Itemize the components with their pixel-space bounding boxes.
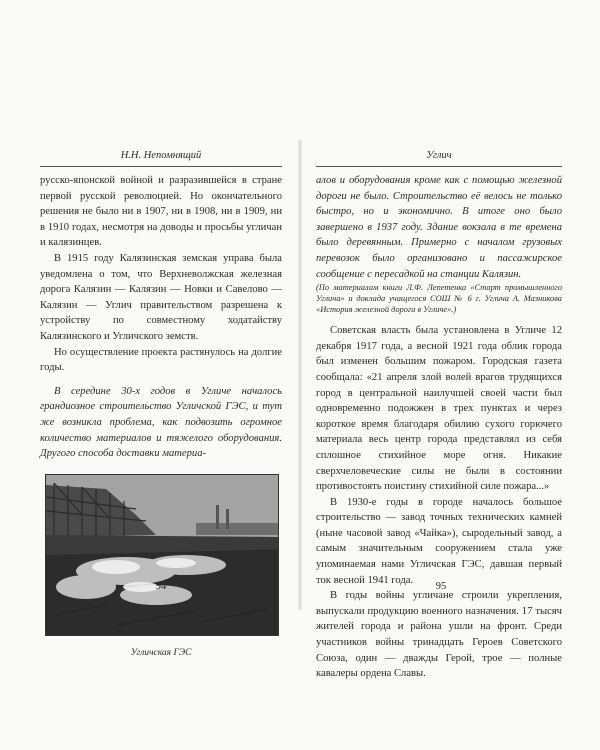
right-paragraph-2: Советская власть была установлена в Угличе 12 декабря 1917 года, а весной 1921 года облик города был изменен большим пожаром. Городская газета сообщала: «21 апреля злой волей врагов трудящихся город в центральной наилучшей своей части был одновременно подожжен в трех пунктах и через короткое время благодаря обилию сухого горючего материала весь центр города представлял из себя сплошное стихийное море огня. Никакие сверхчеловеческие силы не были в состоянии противостоять поистину стихийной силе пожара...» bbox=[316, 325, 562, 493]
right-paragraph-4: В годы войны угличане строили укрепления, выпускали продукцию военного назначения. 17 тысяч жителей города и района ушли на фронт. Среди участников войны тринадцать Героев Советского Союза, один — дважды Герой, трое — полные кавалеры ордена Славы. bbox=[316, 590, 562, 680]
right-page-number: 95 bbox=[435, 581, 447, 592]
right-page-text bbox=[316, 173, 562, 682]
book-gutter bbox=[298, 140, 302, 610]
left-page-number: 94 bbox=[155, 581, 167, 592]
left-running-head: Н.Н. Непомнящий bbox=[40, 149, 282, 167]
citation: (По материалам книги Л.Ф. Лепетенка «Старт промышленного Углича» и доклада учащегося СОШ № 6 г. Углича А. Мазникова «История железной дороги в Угличе».) bbox=[316, 283, 562, 315]
right-paragraph-3: В 1930-е годы в городе началось большое строительство — завод точных технических камней (ныне часовой завод «Чайка»), сыродельный завод, а самым значительным сооружением стала уже упоминаемая нами Угличская ГЭС, давшая первый ток весной 1941 года. bbox=[316, 496, 562, 586]
dam-photo bbox=[45, 474, 279, 636]
left-paragraph-1: русско-японской войной и разразившейся в стране первой русской революцией. Но окончательного решения не было ни в 1907, ни в 1908, ни в 1909, ни в 1910 годах, несмотря на доводы и просьбы угличан и калязинцев. bbox=[40, 175, 282, 249]
right-running-head: Углич bbox=[316, 149, 562, 167]
left-paragraph-3: Но осуществление проекта растянулось на долгие годы. bbox=[40, 346, 282, 374]
left-paragraph-4: В середине 30-х годов в Угличе началось грандиозное строительство Угличской ГЭС, и тут же возникла проблема, как подвозить огромное количество материалов и тяжелого оборудования. Другого способа доставки материа- bbox=[40, 385, 282, 460]
left-page-text bbox=[40, 173, 282, 462]
right-paragraph-1: алов и оборудования кроме как с помощью железной дороги не было. Строительство её велось не только быстро, но и экономично. В итоге оно было завершено в 1937 году. Здание вокзала в те времена было деревянным. Примерно с началом грузовых перевозок было организовано и пассажирское сообщение с пересадкой на станции Калязин. bbox=[316, 175, 562, 280]
left-paragraph-2: В 1915 году Калязинская земская управа была уведомлена о том, что Верхневолжская железная дорога Калязин — Калязин — Новки и Савелово — Калязин — Углич правительством разрешена к устройству по совместному ходатайству Калязинского и Угличского земств. bbox=[40, 252, 282, 342]
right-page bbox=[316, 149, 562, 682]
dam-illustration bbox=[46, 475, 278, 635]
photo-caption: Угличская ГЭС bbox=[130, 647, 192, 658]
